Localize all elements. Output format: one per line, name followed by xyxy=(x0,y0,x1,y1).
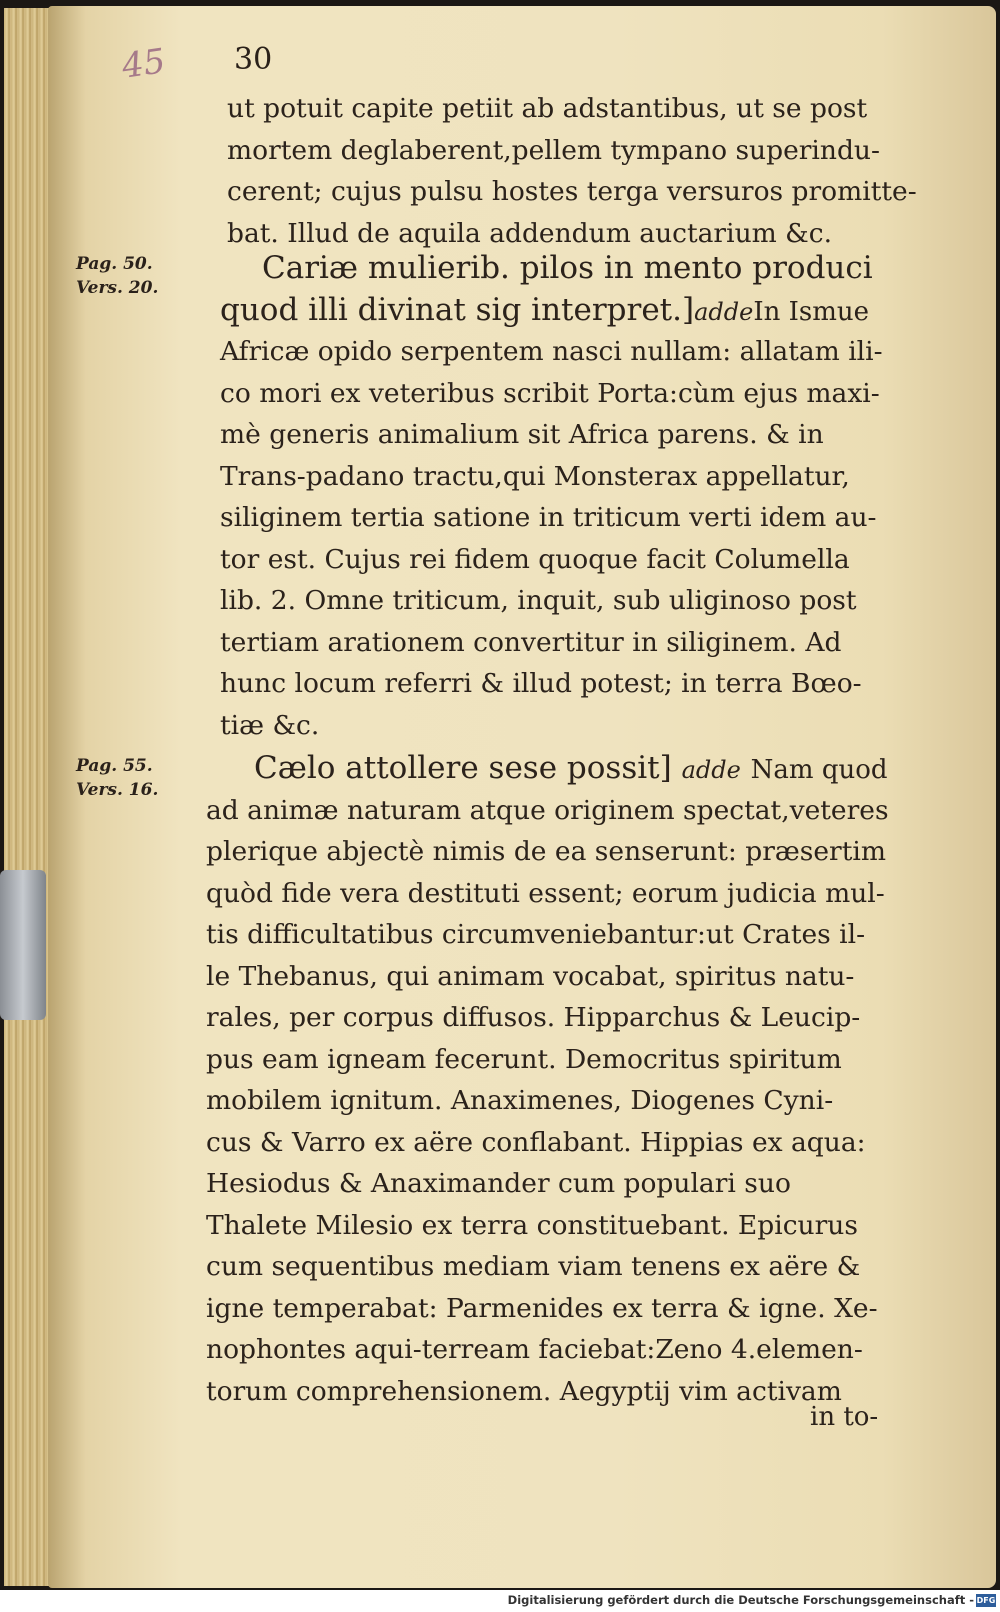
text-line: Africæ opido serpentem nasci nullam: allatam ili- xyxy=(220,336,883,367)
addition-marker: adde xyxy=(694,297,754,326)
text-line: ut potuit capite petiit ab adstantibus, ut se post xyxy=(227,93,868,124)
text-line: plerique abjectè nimis de ea senserunt: præsertim xyxy=(206,836,886,867)
text-block-3 xyxy=(206,748,889,1412)
text-line: siliginem tertia satione in triticum verti idem au- xyxy=(220,502,877,533)
text-line: co mori ex veteribus scribit Porta:cùm ejus maxi- xyxy=(220,377,880,409)
text-line: quòd fide vera destituti essent; eorum judicia mul- xyxy=(206,877,885,909)
text-line: tertiam arationem convertitur in siliginem. Ad xyxy=(220,626,842,658)
text-line: cus & Varro ex aëre conflabant. Hippias ex aqua: xyxy=(206,1126,866,1158)
text-line: Trans-padano tractu,qui Monsterax appellatur, xyxy=(220,460,850,492)
text-line: torum comprehensionem. Aegyptij vim activam xyxy=(206,1375,842,1407)
text-line: ad animæ naturam atque originem spectat,veteres xyxy=(206,794,889,826)
dfg-logo: DFG xyxy=(976,1596,996,1605)
lemma-text: Cælo attollere sese possit] xyxy=(254,750,672,786)
text-line: Thalete Milesio ex terra constituebant. Epicurus xyxy=(206,1209,858,1241)
lemma-line xyxy=(220,290,883,332)
book-clasp xyxy=(0,870,46,1020)
text-block-2 xyxy=(220,248,883,746)
catchword: in to- xyxy=(810,1402,879,1432)
text-line: mè generis animalium sit Africa parens. & in xyxy=(220,419,824,450)
text-line: Hesiodus & Anaximander cum populari suo xyxy=(206,1168,791,1199)
text-line: nophontes aqui-terream faciebat:Zeno 4.elemen- xyxy=(206,1334,863,1365)
margin-note: Pag. 55. Vers. 16. xyxy=(76,756,159,800)
footer-credit: Digitalisierung gefördert durch die Deutsche Forschungsgemeinschaft - xyxy=(507,1593,974,1607)
margin-note: Pag. 50. Vers. 20. xyxy=(76,254,159,298)
text-line: cerent; cujus pulsu hostes terga versuros promitte- xyxy=(227,176,917,207)
lemma-continuation: In Ismue xyxy=(753,296,870,327)
text-line: igne temperabat: Parmenides ex terra & igne. Xe- xyxy=(206,1292,878,1324)
text-line: mobilem ignitum. Anaximenes, Diogenes Cyni- xyxy=(206,1085,834,1116)
text-line: mortem deglaberent,pellem tympano superindu- xyxy=(227,134,880,166)
text-line: tis difficultatibus circumveniebantur:ut Crates il- xyxy=(206,919,866,950)
text-line: tiæ &c. xyxy=(220,709,320,741)
lemma-line: Cariæ mulierib. pilos in mento produci xyxy=(262,250,873,286)
text-line: cum sequentibus mediam viam tenens ex aëre & xyxy=(206,1251,861,1282)
text-line: bat. Illud de aquila addendum auctarium &c. xyxy=(227,217,833,249)
text-block-1 xyxy=(227,88,917,254)
addition-marker: adde xyxy=(681,756,741,784)
text-line: tor est. Cujus rei fidem quoque facit Columella xyxy=(220,543,850,575)
text-line: hunc locum referri & illud potest; in terra Bœo- xyxy=(220,668,862,699)
page-edges xyxy=(4,8,54,1586)
text-line: pus eam igneam fecerunt. Democritus spiritum xyxy=(206,1043,842,1075)
page-number: 30 xyxy=(234,42,273,77)
text-line: le Thebanus, qui animam vocabat, spiritus natu- xyxy=(206,960,855,992)
handwritten-page-number: 45 xyxy=(119,41,168,87)
lemma-line xyxy=(206,748,889,790)
text-line: rales, per corpus diffusos. Hipparchus & Leucip- xyxy=(206,1002,861,1033)
lemma-continuation: Nam quod xyxy=(750,755,888,785)
lemma-text: quod illi divinat sig interpret.] xyxy=(220,291,695,328)
text-line: lib. 2. Omne triticum, inquit, sub uliginoso post xyxy=(220,585,857,616)
